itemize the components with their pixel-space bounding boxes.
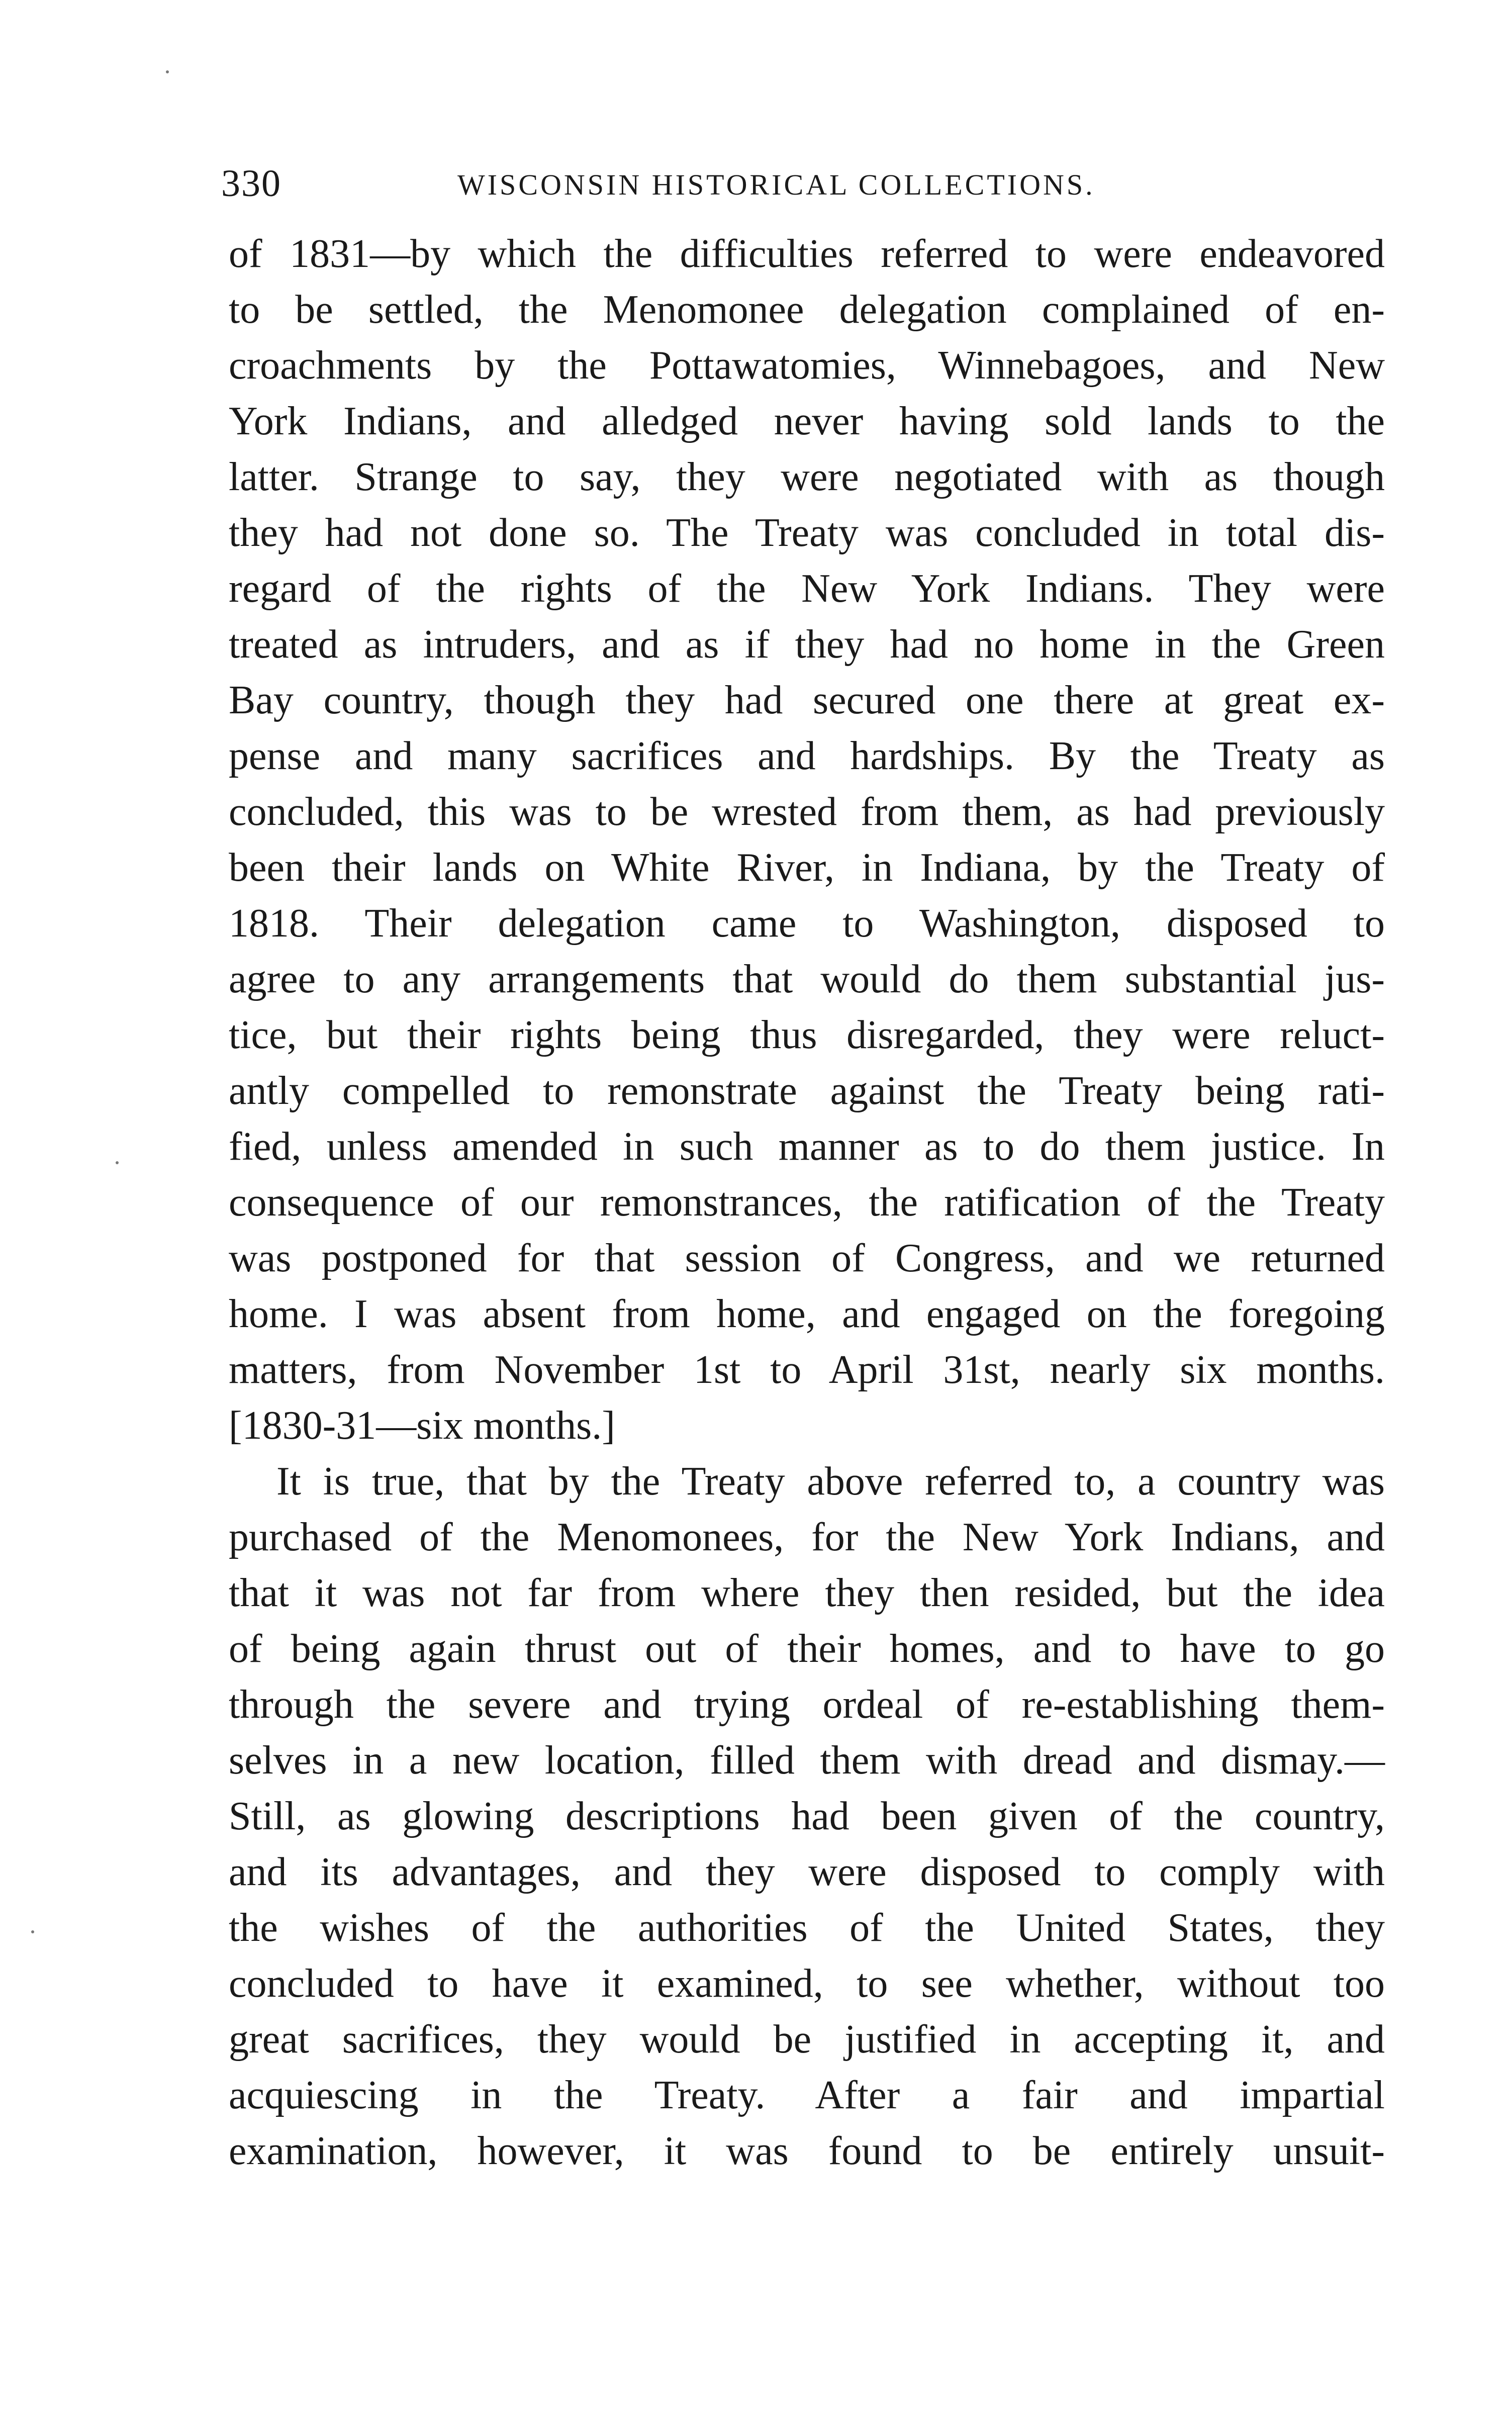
text-line: matters, from November 1st to April 31st, nearly six months. xyxy=(229,1348,1385,1392)
text-line: croachments by the Pottawatomies, Winnebagoes, and New xyxy=(229,343,1385,388)
text-line: Bay country, though they had secured one there at great ex- xyxy=(229,678,1385,722)
text-line: the wishes of the authorities of the United States, they xyxy=(229,1906,1385,1950)
text-line: they had not done so. The Treaty was concluded in total dis- xyxy=(229,511,1385,555)
text-line: regard of the rights of the New York Indians. They were xyxy=(229,567,1385,611)
text-line: of being again thrust out of their homes, and to have to go xyxy=(229,1627,1385,1671)
paragraph xyxy=(229,226,1385,1454)
text-line: concluded to have it examined, to see whether, without too xyxy=(229,1962,1385,2006)
paper-speck xyxy=(31,1930,34,1933)
text-line: and its advantages, and they were disposed to comply with xyxy=(229,1850,1385,1894)
text-line: tice, but their rights being thus disregarded, they were reluct- xyxy=(229,1013,1385,1057)
text-line: been their lands on White River, in Indiana, by the Treaty of xyxy=(229,846,1385,890)
text-line: antly compelled to remonstrate against the Treaty being rati- xyxy=(229,1069,1385,1113)
text-line: to be settled, the Menomonee delegation complained of en- xyxy=(229,288,1385,332)
body-text xyxy=(229,226,1385,2179)
paper-speck xyxy=(166,70,169,73)
text-line: purchased of the Menomonees, for the New York Indians, and xyxy=(229,1515,1385,1559)
text-line: great sacrifices, they would be justified in accepting it, and xyxy=(229,2017,1385,2062)
text-line: through the severe and trying ordeal of re-establishing them- xyxy=(229,1683,1385,1727)
text-line: Still, as glowing descriptions had been given of the country, xyxy=(229,1794,1385,1838)
text-line: was postponed for that session of Congress, and we returned xyxy=(229,1236,1385,1280)
text-line: York Indians, and alledged never having sold lands to the xyxy=(229,399,1385,443)
page-number: 330 xyxy=(221,162,281,205)
text-line: It is true, that by the Treaty above referred to, a country was xyxy=(276,1459,1385,1504)
text-line: selves in a new location, filled them with dread and dismay.— xyxy=(229,1738,1385,1783)
text-line: fied, unless amended in such manner as to do them justice. In xyxy=(229,1125,1385,1169)
text-line: agree to any arrangements that would do them substantial jus- xyxy=(229,957,1385,1001)
text-line: acquiescing in the Treaty. After a fair and impartial xyxy=(229,2073,1385,2117)
text-line: [1830-31—six months.] xyxy=(229,1404,615,1448)
paragraph xyxy=(229,1454,1385,2179)
paper-speck xyxy=(116,1161,119,1164)
text-line: treated as intruders, and as if they had no home in the Green xyxy=(229,622,1385,667)
text-line: concluded, this was to be wrested from them, as had previously xyxy=(229,790,1385,834)
text-line: consequence of our remonstrances, the ratification of the Treaty xyxy=(229,1180,1385,1225)
running-head xyxy=(221,156,1387,211)
text-line: pense and many sacrifices and hardships. By the Treaty as xyxy=(229,734,1385,778)
text-line: home. I was absent from home, and engaged on the foregoing xyxy=(229,1292,1385,1336)
text-line: latter. Strange to say, they were negotiated with as though xyxy=(229,455,1385,499)
text-line: that it was not far from where they then resided, but the idea xyxy=(229,1571,1385,1615)
running-title: WISCONSIN HISTORICAL COLLECTIONS. xyxy=(457,168,1095,201)
text-line: of 1831—by which the difficulties referred to were endeavored xyxy=(229,232,1385,276)
text-line: 1818. Their delegation came to Washington, disposed to xyxy=(229,901,1385,946)
text-line: examination, however, it was found to be entirely unsuit- xyxy=(229,2129,1385,2173)
